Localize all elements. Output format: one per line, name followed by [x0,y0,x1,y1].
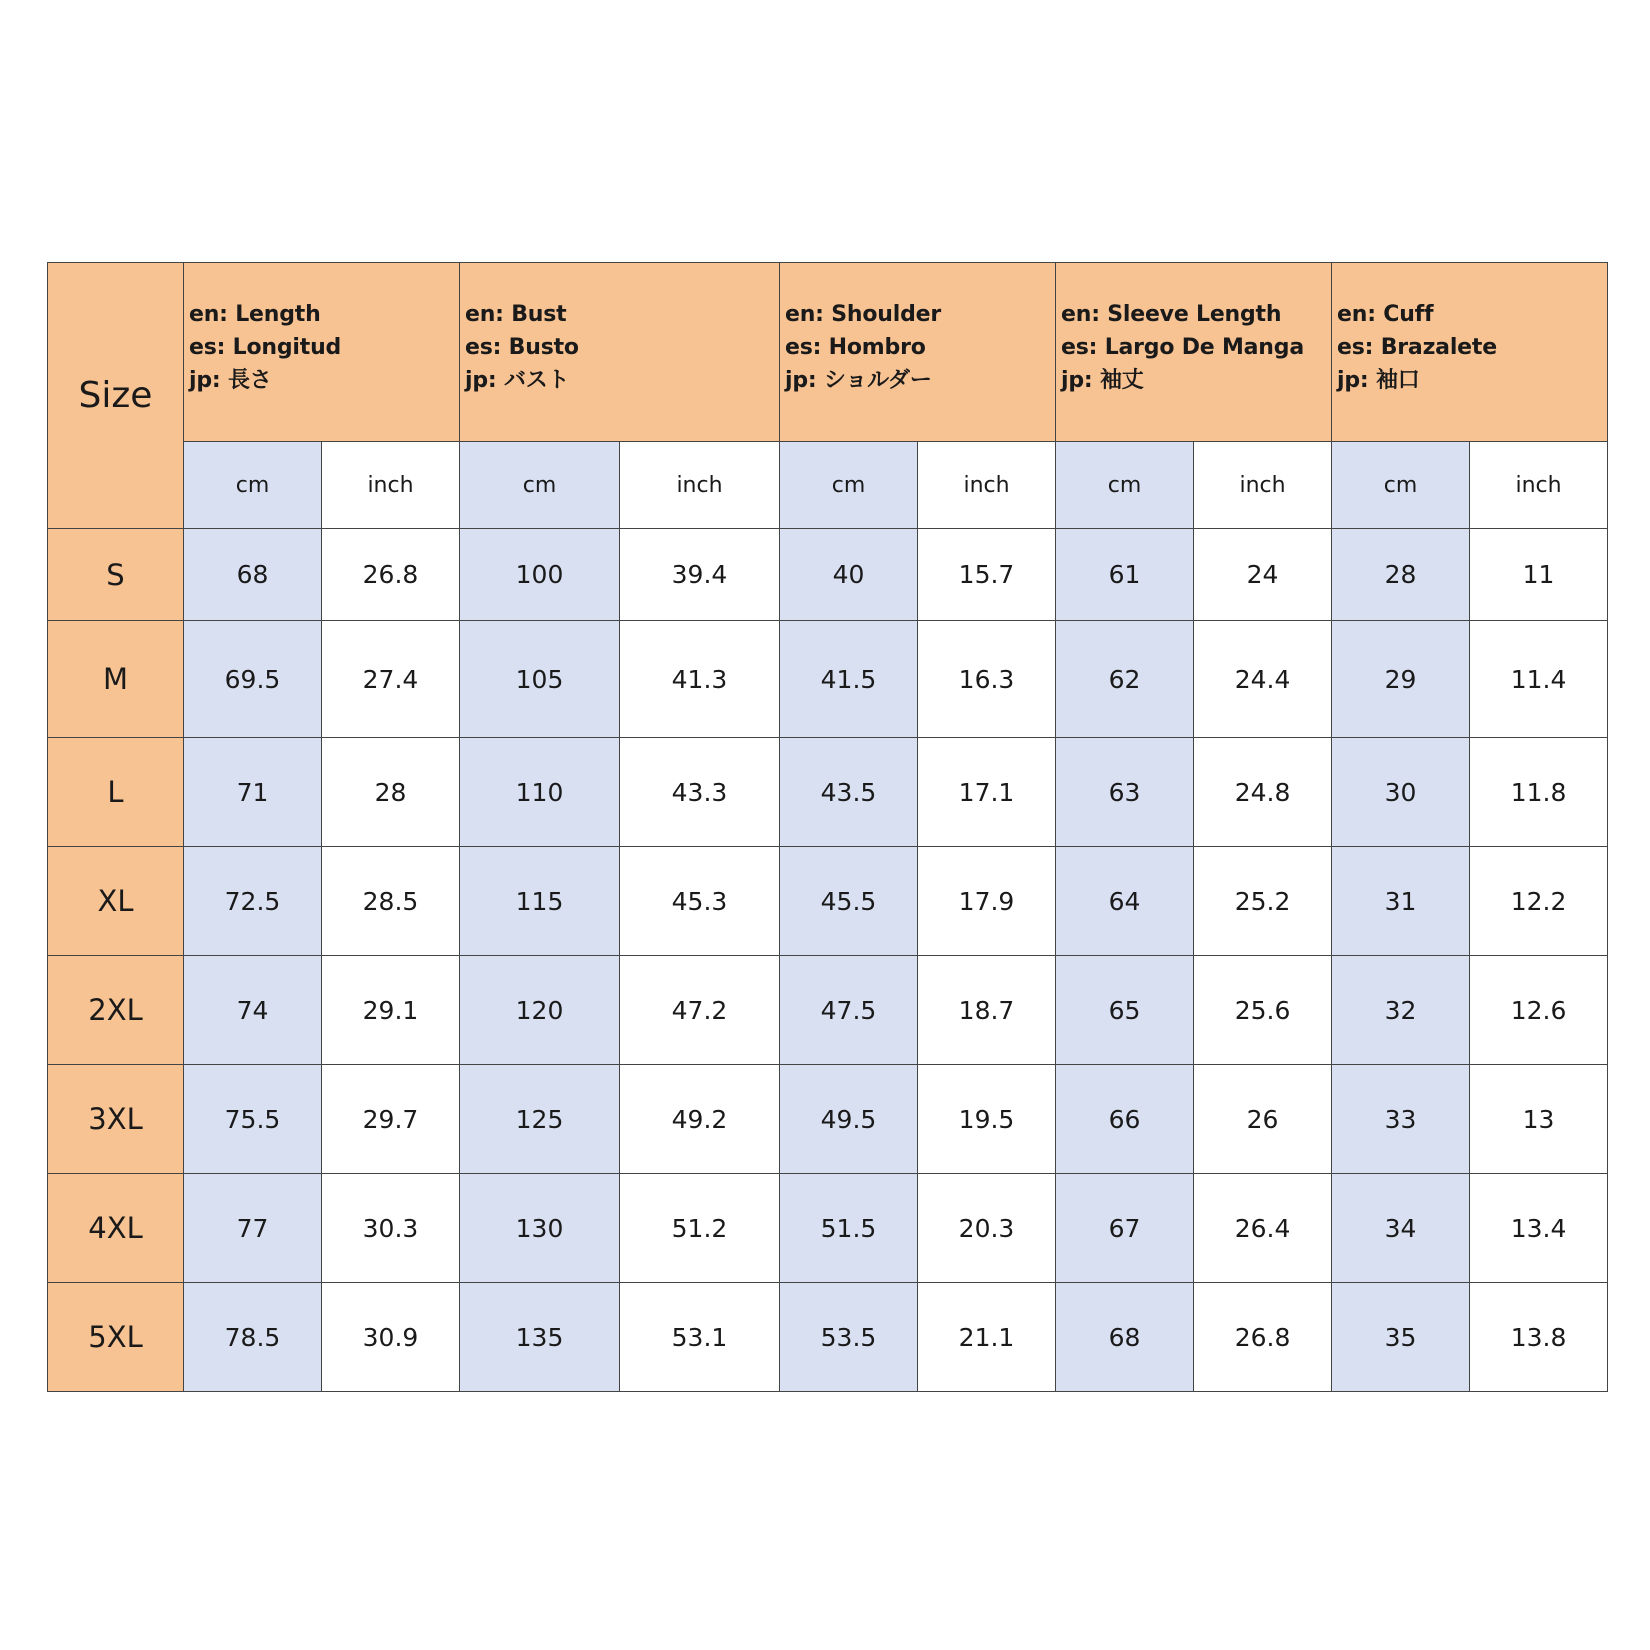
value-inch: 53.1 [620,1283,780,1392]
measurement-label-es: es: Largo De Manga [1061,334,1304,360]
value-inch: 25.6 [1194,956,1332,1065]
value-inch: 24.8 [1194,738,1332,847]
value-cm: 32 [1332,956,1470,1065]
value-cm: 130 [460,1174,620,1283]
value-inch: 11 [1470,529,1608,621]
measurement-label-es: es: Longitud [189,334,342,360]
value-cm: 125 [460,1065,620,1174]
unit-header-cm: cm [780,442,918,529]
value-inch: 27.4 [322,621,460,738]
unit-header-row [48,442,1608,529]
measurement-label-jp: jp: 袖丈 [1061,367,1144,393]
measurement-label-en: en: Shoulder [785,301,941,327]
value-inch: 29.7 [322,1065,460,1174]
measurement-header [460,263,780,442]
measurement-label-en: en: Sleeve Length [1061,301,1282,327]
value-inch: 18.7 [918,956,1056,1065]
size-row [48,1283,1608,1392]
measurement-label-en: en: Cuff [1337,301,1434,327]
measurement-label-en: en: Bust [465,301,567,327]
value-cm: 49.5 [780,1065,918,1174]
size-label: M [48,621,184,738]
size-label: XL [48,847,184,956]
value-inch: 13.4 [1470,1174,1608,1283]
value-cm: 51.5 [780,1174,918,1283]
value-cm: 63 [1056,738,1194,847]
value-inch: 13.8 [1470,1283,1608,1392]
value-cm: 135 [460,1283,620,1392]
value-inch: 12.2 [1470,847,1608,956]
value-cm: 33 [1332,1065,1470,1174]
value-cm: 71 [184,738,322,847]
size-label: S [48,529,184,621]
value-cm: 53.5 [780,1283,918,1392]
value-cm: 105 [460,621,620,738]
value-inch: 24 [1194,529,1332,621]
value-inch: 26.4 [1194,1174,1332,1283]
value-inch: 26 [1194,1065,1332,1174]
measurement-label-jp: jp: 長さ [189,367,272,393]
value-inch: 28.5 [322,847,460,956]
size-row [48,956,1608,1065]
value-inch: 13 [1470,1065,1608,1174]
value-inch: 11.8 [1470,738,1608,847]
value-inch: 49.2 [620,1065,780,1174]
measurement-label-es: es: Hombro [785,334,926,360]
value-inch: 26.8 [1194,1283,1332,1392]
value-inch: 51.2 [620,1174,780,1283]
value-cm: 74 [184,956,322,1065]
measurement-label-jp: jp: ショルダー [785,367,932,393]
value-inch: 17.1 [918,738,1056,847]
value-cm: 69.5 [184,621,322,738]
value-inch: 16.3 [918,621,1056,738]
size-label: 5XL [48,1283,184,1392]
measurement-header [1332,263,1608,442]
value-cm: 77 [184,1174,322,1283]
value-cm: 72.5 [184,847,322,956]
value-inch: 47.2 [620,956,780,1065]
value-cm: 62 [1056,621,1194,738]
unit-header-cm: cm [1056,442,1194,529]
value-cm: 78.5 [184,1283,322,1392]
size-row [48,621,1608,738]
size-row [48,1065,1608,1174]
value-cm: 64 [1056,847,1194,956]
value-inch: 45.3 [620,847,780,956]
value-inch: 30.3 [322,1174,460,1283]
value-inch: 39.4 [620,529,780,621]
value-cm: 35 [1332,1283,1470,1392]
unit-header-inch: inch [1470,442,1608,529]
value-cm: 28 [1332,529,1470,621]
value-inch: 15.7 [918,529,1056,621]
measurement-label-es: es: Brazalete [1337,334,1497,360]
value-inch: 24.4 [1194,621,1332,738]
value-cm: 47.5 [780,956,918,1065]
size-column-header: Size [48,263,184,529]
value-cm: 66 [1056,1065,1194,1174]
size-chart-table [47,262,1608,1392]
size-label: 4XL [48,1174,184,1283]
measurement-label-jp: jp: 袖口 [1337,367,1420,393]
unit-header-inch: inch [1194,442,1332,529]
value-inch: 43.3 [620,738,780,847]
measurement-header [1056,263,1332,442]
value-cm: 110 [460,738,620,847]
value-inch: 20.3 [918,1174,1056,1283]
value-inch: 28 [322,738,460,847]
measurement-header-row [48,263,1608,442]
value-cm: 115 [460,847,620,956]
unit-header-cm: cm [460,442,620,529]
measurement-label-es: es: Busto [465,334,579,360]
value-cm: 75.5 [184,1065,322,1174]
value-inch: 29.1 [322,956,460,1065]
value-cm: 45.5 [780,847,918,956]
value-cm: 67 [1056,1174,1194,1283]
value-cm: 61 [1056,529,1194,621]
unit-header-inch: inch [322,442,460,529]
value-inch: 25.2 [1194,847,1332,956]
value-cm: 43.5 [780,738,918,847]
value-cm: 68 [1056,1283,1194,1392]
value-cm: 29 [1332,621,1470,738]
value-inch: 17.9 [918,847,1056,956]
measurement-header [780,263,1056,442]
size-row [48,1174,1608,1283]
value-cm: 30 [1332,738,1470,847]
value-cm: 65 [1056,956,1194,1065]
value-cm: 100 [460,529,620,621]
value-inch: 12.6 [1470,956,1608,1065]
unit-header-inch: inch [918,442,1056,529]
measurement-label-jp: jp: バスト [465,367,570,393]
value-inch: 41.3 [620,621,780,738]
measurement-label-en: en: Length [189,301,321,327]
size-label: L [48,738,184,847]
value-cm: 40 [780,529,918,621]
value-inch: 19.5 [918,1065,1056,1174]
value-inch: 11.4 [1470,621,1608,738]
unit-header-cm: cm [1332,442,1470,529]
value-inch: 26.8 [322,529,460,621]
size-row [48,529,1608,621]
value-cm: 41.5 [780,621,918,738]
unit-header-inch: inch [620,442,780,529]
unit-header-cm: cm [184,442,322,529]
value-inch: 21.1 [918,1283,1056,1392]
value-cm: 34 [1332,1174,1470,1283]
size-row [48,847,1608,956]
size-label: 3XL [48,1065,184,1174]
value-cm: 31 [1332,847,1470,956]
size-row [48,738,1608,847]
size-label: 2XL [48,956,184,1065]
value-inch: 30.9 [322,1283,460,1392]
measurement-header [184,263,460,442]
value-cm: 120 [460,956,620,1065]
value-cm: 68 [184,529,322,621]
